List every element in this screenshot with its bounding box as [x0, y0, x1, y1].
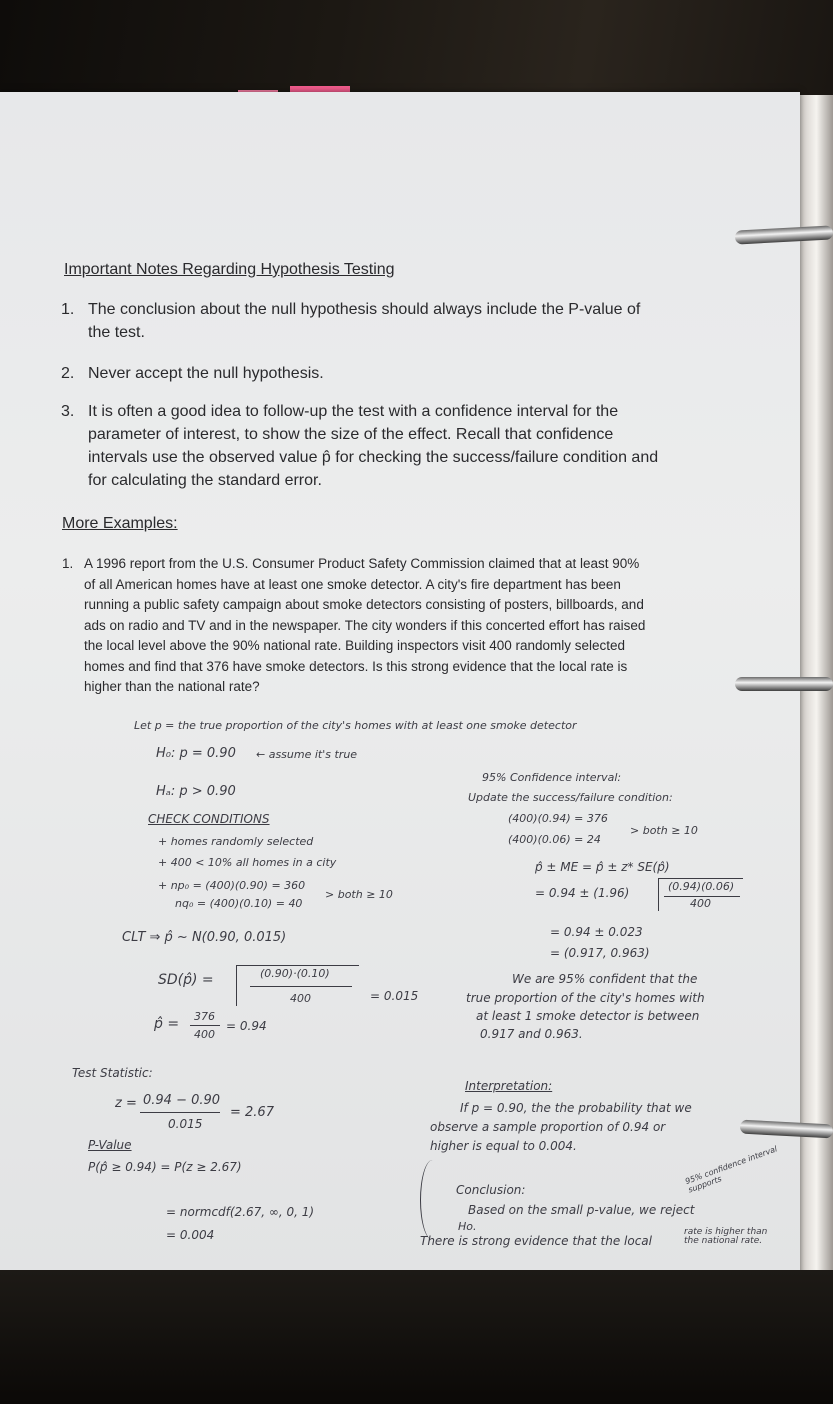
interpretation-2: observe a sample proportion of 0.94 or: [430, 1120, 666, 1134]
condition-both: > both ≥ 10: [325, 888, 393, 901]
background-bottom: [0, 1270, 833, 1404]
binder-ring-middle: [735, 677, 833, 691]
ci-denominator: 400: [690, 897, 711, 910]
problem-text: A 1996 report from the U.S. Consumer Product Safety Commission claimed that at least 90% of all American homes have at least one smoke detector. A city's fire department has been running a public safety campaign about smoke detectors consisting of posters, billboards, and ads on radio and TV and in the newspaper. The city wonders if this concerted effort has raised the local level above the 90% national rate. Building inspectors visit 400 randomly selected homes and find that 376 have smoke detectors. Is this strong evidence that the local rate is higher than the national rate?: [84, 556, 646, 694]
ci-interpretation-3: at least 1 smoke detector is between: [476, 1009, 700, 1023]
ci-interpretation-4: 0.917 and 0.963.: [480, 1027, 583, 1041]
pvalue-title: P-Value: [88, 1138, 132, 1152]
ci-interval: = (0.917, 0.963): [550, 946, 650, 960]
null-hypothesis: H₀: p = 0.90: [156, 746, 236, 761]
phat-numerator: 376: [194, 1010, 215, 1023]
condition-random: + homes randomly selected: [158, 835, 314, 848]
phat-result: = 0.94: [226, 1019, 267, 1033]
condition-nq: nq₀ = (400)(0.10) = 40: [175, 897, 303, 910]
note-text: The conclusion about the null hypothesis should always include the P-value of the test.: [88, 301, 641, 341]
sd-result: = 0.015: [370, 989, 419, 1003]
background-top: [0, 0, 833, 100]
sd-label: SD(p̂) =: [158, 972, 214, 988]
notes-heading: Important Notes Regarding Hypothesis Testing: [64, 261, 395, 278]
note-number: 1.: [61, 301, 75, 318]
sd-denominator: 400: [290, 992, 311, 1005]
null-hypothesis-note: ← assume it's true: [256, 748, 358, 761]
conclusion-3: There is strong evidence that the local: [420, 1234, 652, 1248]
ci-interpretation-2: true proportion of the city's homes with: [466, 991, 705, 1005]
phat-denominator: 400: [194, 1028, 215, 1041]
interpretation-title: Interpretation:: [465, 1079, 553, 1093]
note-text: It is often a good idea to follow-up the test with a confidence interval for the parameter of interest, to show the size of the effect. Recall that confidence intervals use the observed value p̂ for checking the success/failure condition and for calculating the standard error.: [88, 403, 659, 489]
note-item-1: [61, 298, 658, 344]
interpretation-1: If p = 0.90, the the probability that we: [460, 1101, 692, 1115]
ci-margin: = 0.94 ± 0.023: [550, 925, 643, 939]
pvalue-line-2: = normcdf(2.67, ∞, 0, 1): [166, 1205, 315, 1219]
conclusion-title: Conclusion:: [456, 1183, 526, 1197]
z-numerator: 0.94 − 0.90: [143, 1093, 221, 1108]
side-note: 95% confidence interval supports: [683, 1144, 779, 1195]
alternative-hypothesis: Hₐ: p > 0.90: [156, 784, 236, 799]
z-result: = 2.67: [230, 1105, 274, 1120]
pvalue-line-3: = 0.004: [166, 1228, 215, 1242]
define-parameter: Let p = the true proportion of the city's homes with at least one smoke detector: [134, 719, 577, 732]
phat-label: p̂ =: [154, 1016, 180, 1032]
ci-title: 95% Confidence interval:: [482, 771, 622, 784]
failure-count: (400)(0.06) = 24: [508, 833, 601, 846]
note-number: 3.: [61, 403, 75, 420]
pvalue-line-1: P(p̂ ≥ 0.94) = P(z ≥ 2.67): [88, 1160, 242, 1174]
check-conditions-title: CHECK CONDITIONS: [148, 812, 270, 826]
ci-formula: p̂ ± ME = p̂ ± z* SE(p̂): [535, 860, 670, 874]
ci-update-condition: Update the success/failure condition:: [468, 791, 673, 804]
problem-number: 1.: [62, 556, 74, 571]
clt-distribution: CLT ⇒ p̂ ~ N(0.90, 0.015): [122, 930, 287, 945]
conclusion-1: Based on the small p-value, we reject: [468, 1203, 695, 1217]
example-problem: [62, 554, 654, 698]
interpretation-3: higher is equal to 0.004.: [430, 1139, 577, 1153]
test-statistic-title: Test Statistic:: [72, 1066, 153, 1080]
ci-interpretation-1: We are 95% confident that the: [512, 972, 698, 986]
conclusion-4: rate is higher than the national rate.: [684, 1227, 768, 1246]
condition-ten-percent: + 400 < 10% all homes in a city: [158, 856, 337, 869]
z-denominator: 0.015: [168, 1117, 203, 1131]
success-failure-both: > both ≥ 10: [630, 824, 698, 837]
examples-heading: More Examples:: [62, 515, 178, 532]
note-item-2: [61, 362, 658, 385]
note-text: Never accept the null hypothesis.: [88, 365, 324, 382]
bracket-arc: [420, 1160, 445, 1240]
conclusion-2: Ho.: [458, 1220, 477, 1233]
condition-np: + np₀ = (400)(0.90) = 360: [158, 879, 306, 892]
fraction-bar: [190, 1025, 220, 1026]
sd-numerator: (0.90)·(0.10): [260, 967, 330, 980]
fraction-bar: [250, 986, 352, 987]
fraction-bar: [140, 1112, 220, 1113]
success-count: (400)(0.94) = 376: [508, 812, 608, 825]
note-number: 2.: [61, 365, 75, 382]
note-item-3: [61, 400, 663, 492]
ci-numerator: (0.94)(0.06): [668, 880, 735, 893]
z-label: z =: [115, 1096, 137, 1111]
ci-substitution: = 0.94 ± (1.96): [535, 886, 630, 900]
